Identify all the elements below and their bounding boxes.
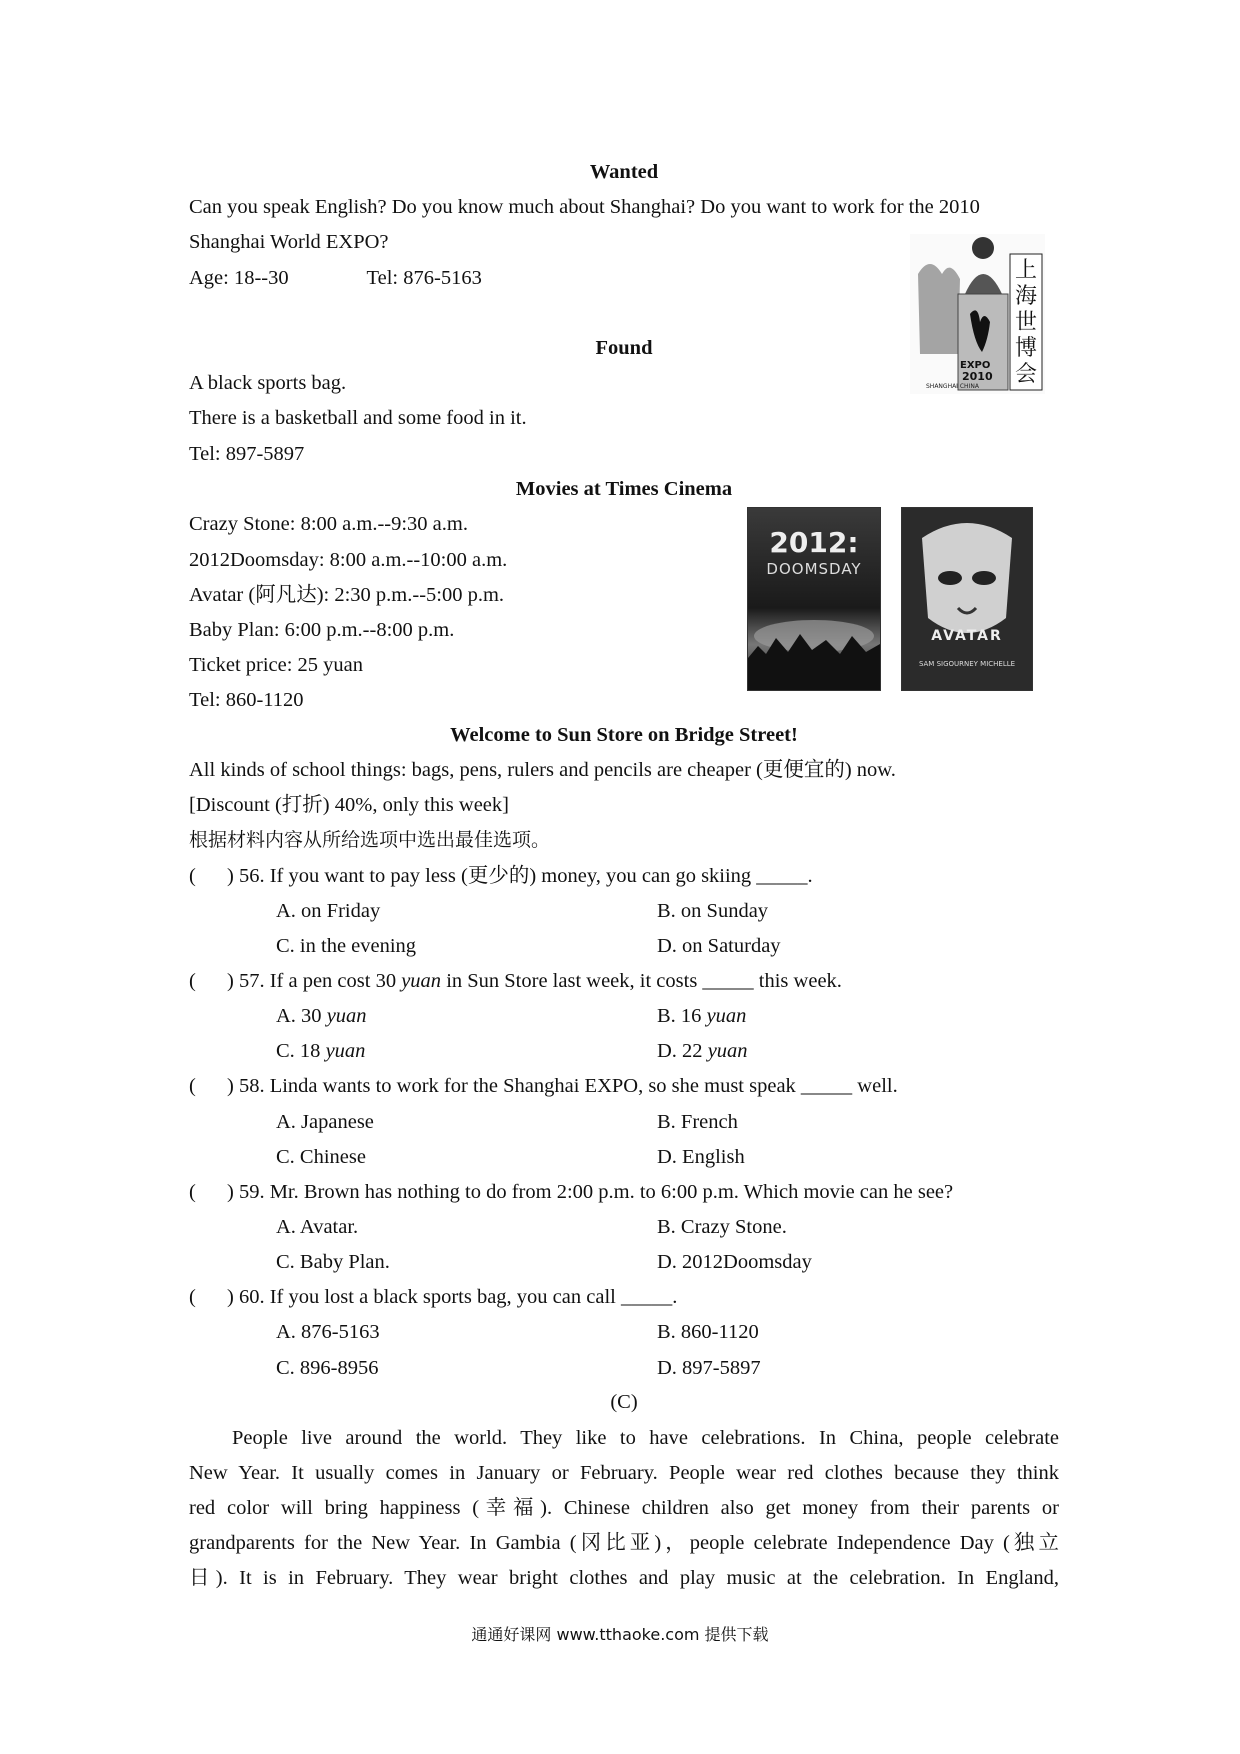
found-line-3: Tel: 897-5897 [189,443,305,465]
stem-part: 57. If a pen cost 30 [238,970,402,992]
option-a: A. Avatar. [276,1216,359,1238]
section-c-label: (C) [610,1391,638,1413]
question-stem [239,970,842,992]
answer-blank-close: ) [227,1181,234,1203]
question-stem: 60. If you lost a black sports bag, you can call _____. [238,1286,678,1308]
option-b: B. 860-1120 [657,1321,759,1343]
expo-logo-text: EXPO [960,360,991,371]
option-a: A. Japanese [276,1111,374,1133]
passage-line-5: 日). It is in February. They wear bright clothes and play music at the celebration. In England, [189,1567,1059,1589]
expo-logo-year: 2010 [962,370,993,383]
option-d: D. on Saturday [657,935,781,957]
option-d: D. English [657,1146,745,1168]
doomsday-poster-title: 2012: [769,526,859,559]
option-c: C. in the evening [276,935,417,957]
passage-line-1: People live around the world. They like to have celebrations. In China, people celebrate [232,1427,1059,1449]
option-d: D. 897-5897 [657,1357,761,1379]
answer-blank[interactable]: ( [189,970,196,992]
store-line-1: All kinds of school things: bags, pens, rulers and pencils are cheaper (更便宜的) now. [189,759,896,781]
movie-line-6: Tel: 860-1120 [189,689,304,711]
stem-italic: yuan [401,970,442,992]
answer-blank-close: ) [227,1075,234,1097]
option-b: B. Crazy Stone. [657,1216,787,1238]
doomsday-poster-subtitle: DOOMSDAY [766,560,862,578]
store-title: Welcome to Sun Store on Bridge Street! [450,724,798,746]
page-footer: 通通好课网 www.tthaoke.com 提供下载 [471,1625,769,1644]
wanted-title: Wanted [589,161,659,183]
question-stem: 58. Linda wants to work for the Shanghai EXPO, so she must speak _____ well. [238,1075,898,1097]
option-value: D. 22 [657,1040,708,1062]
option-d: D. 2012Doomsday [657,1251,812,1273]
expo-image [910,234,1045,394]
question-56 [189,864,1059,888]
option-b [657,1004,746,1028]
wanted-line-1: Can you speak English? Do you know much about Shanghai? Do you want to work for the 2010 [189,196,980,218]
wanted-tel: Tel: 876-5163 [366,267,482,289]
wanted-line-2: Shanghai World EXPO? [189,231,389,253]
wanted-age: Age: 18--30 [189,267,289,289]
instruction-text: 根据材料内容从所给选项中选出最佳选项。 [189,829,551,851]
option-a [276,1004,367,1028]
expo-char-5: 会 [1014,362,1037,387]
question-60 [189,1285,1059,1309]
expo-vertical-text [1011,258,1041,388]
option-unit: yuan [707,1040,748,1062]
movie-line-4: Baby Plan: 6:00 p.m.--8:00 p.m. [189,619,455,641]
question-58 [189,1074,1059,1098]
option-c: C. Chinese [276,1146,366,1168]
option-unit: yuan [325,1040,366,1062]
avatar-poster-title: AVATAR [931,628,1003,644]
option-value: A. 30 [276,1005,327,1027]
option-c [276,1039,365,1063]
movies-title: Movies at Times Cinema [515,478,733,500]
movie-line-5: Ticket price: 25 yuan [189,654,364,676]
doomsday-poster-art [748,508,880,690]
option-a: A. on Friday [276,900,381,922]
option-unit: yuan [326,1005,367,1027]
passage-line-4: grandparents for the New Year. In Gambia (冈比亚)，people celebrate Independence Day (独立 [189,1532,1059,1554]
answer-blank[interactable]: ( [189,865,196,887]
answer-blank[interactable]: ( [189,1286,196,1308]
option-b: B. French [657,1111,738,1133]
avatar-poster-credits: SAM SIGOURNEY MICHELLE [918,660,1016,668]
option-value: C. 18 [276,1040,326,1062]
avatar-poster [901,507,1033,691]
found-line-1: A black sports bag. [189,372,347,394]
expo-logo-sub: SHANGHAI CHINA [926,383,979,390]
answer-blank-close: ) [227,1286,234,1308]
found-line-2: There is a basketball and some food in it. [189,407,527,429]
found-title: Found [595,337,653,359]
answer-blank[interactable]: ( [189,1181,196,1203]
expo-char-4: 博 [1014,336,1037,361]
expo-char-3: 世 [1014,310,1037,335]
doomsday-poster [747,507,881,691]
movie-line-1: Crazy Stone: 8:00 a.m.--9:30 a.m. [189,513,468,535]
question-stem: 56. If you want to pay less (更少的) money, you can go skiing _____. [238,865,813,887]
answer-blank-close: ) [227,865,234,887]
option-value: B. 16 [657,1005,707,1027]
movie-line-2: 2012Doomsday: 8:00 a.m.--10:00 a.m. [189,549,508,571]
question-stem: 59. Mr. Brown has nothing to do from 2:00 p.m. to 6:00 p.m. Which movie can he see? [238,1181,954,1203]
passage-line-3: red color will bring happiness (幸福). Chinese children also get money from their parents or [189,1497,1059,1519]
question-57 [189,969,1059,993]
option-c: C. Baby Plan. [276,1251,390,1273]
option-c: C. 896-8956 [276,1357,379,1379]
option-unit: yuan [706,1005,747,1027]
question-59 [189,1180,1059,1204]
option-b: B. on Sunday [657,900,769,922]
movie-line-3: Avatar (阿凡达): 2:30 p.m.--5:00 p.m. [189,584,505,606]
stem-part: in Sun Store last week, it costs _____ this week. [441,970,842,992]
passage-line-2: New Year. It usually comes in January or February. People wear red clothes because they think [189,1462,1059,1484]
option-d [657,1039,748,1063]
option-a: A. 876-5163 [276,1321,380,1343]
answer-blank-close: ) [227,970,234,992]
expo-char-1: 上 [1014,258,1037,283]
store-line-2: [Discount (打折) 40%, only this week] [189,794,509,816]
answer-blank[interactable]: ( [189,1075,196,1097]
expo-char-2: 海 [1014,284,1037,309]
